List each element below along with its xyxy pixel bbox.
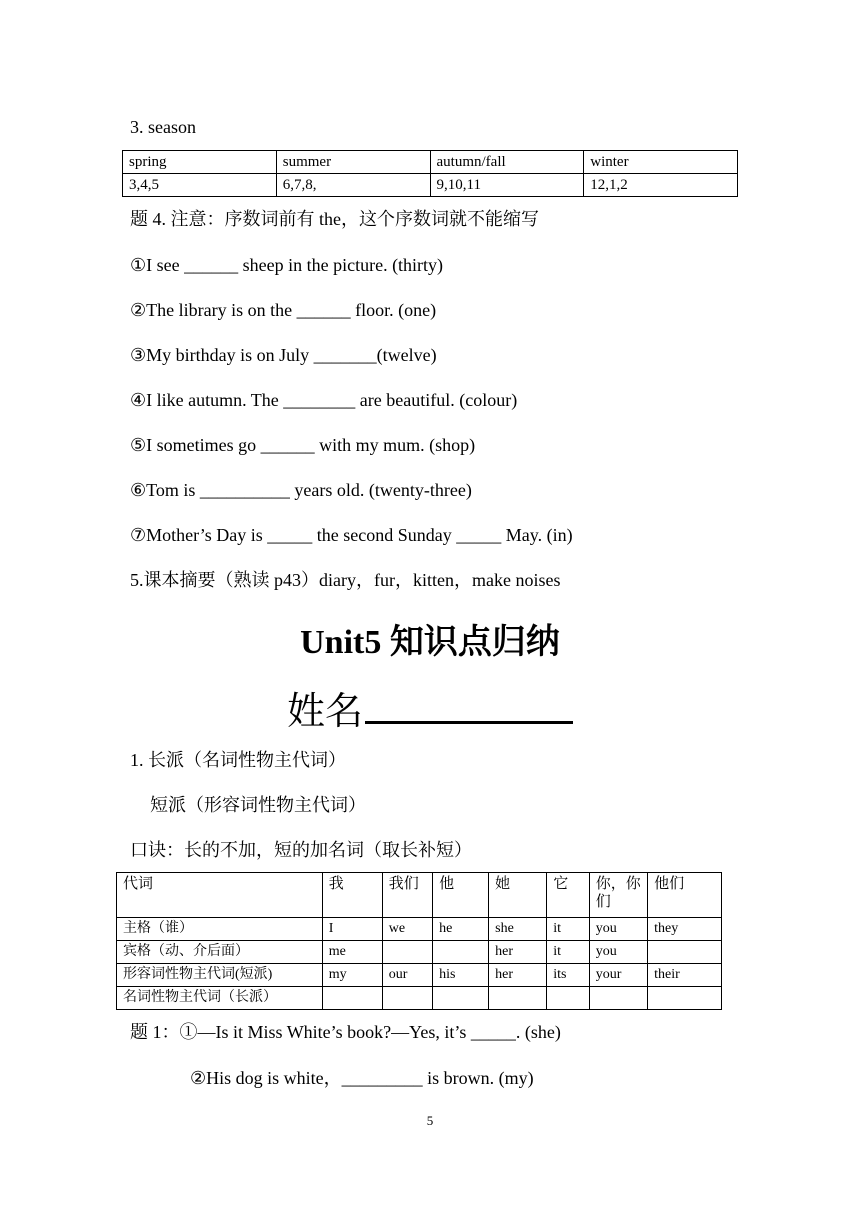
header-cell: 它 [547,873,589,918]
rule-line-2: 短派（形容词性物主代词） [150,795,366,815]
header-cell: 我 [322,873,382,918]
header-cell: 代词 [117,873,323,918]
table-cell: we [382,918,432,941]
question-1-item-1: 题 1：①—Is it Miss White’s book?—Yes, it’s _____. (she) [130,1022,561,1042]
exercise-item: ③My birthday is on July _______(twelve) [130,345,437,365]
table-cell: she [489,918,547,941]
pronoun-table [116,872,722,1010]
months-cell: 12,1,2 [584,174,738,197]
months-cell: 9,10,11 [430,174,584,197]
name-blank [365,687,573,724]
table-cell: her [489,964,547,987]
table-cell [589,987,647,1010]
section-5-summary: 5.课本摘要（熟读 p43）diary，fur，kitten，make noises [130,570,561,590]
row-label: 宾格（动、介后面） [117,941,323,964]
table-cell [382,941,432,964]
table-cell: me [322,941,382,964]
table-cell: their [648,964,722,987]
name-field [0,680,860,735]
table-cell: its [547,964,589,987]
question-1-item-2: ②His dog is white，_________ is brown. (my) [190,1068,534,1088]
table-cell [433,941,489,964]
header-cell: 他 [433,873,489,918]
table-row [123,174,738,197]
table-cell: I [322,918,382,941]
row-label: 形容词性物主代词(短派) [117,964,323,987]
table-cell: it [547,918,589,941]
table-cell [547,987,589,1010]
table-header-row [117,873,722,918]
table-cell: your [589,964,647,987]
table-row [117,941,722,964]
table-cell [382,987,432,1010]
table-cell: his [433,964,489,987]
season-cell: spring [123,151,277,174]
row-label: 主格（谁） [117,918,323,941]
header-cell: 我们 [382,873,432,918]
question-4-heading: 题 4. 注意：序数词前有 the，这个序数词就不能缩写 [130,209,539,229]
table-cell: her [489,941,547,964]
season-cell: winter [584,151,738,174]
months-cell: 6,7,8, [276,174,430,197]
name-label: 姓名 [286,691,363,733]
page-number: 5 [426,1113,434,1128]
table-cell [322,987,382,1010]
table-cell [648,941,722,964]
table-row [117,918,722,941]
table-cell [433,987,489,1010]
rule-line-1: 1. 长派（名词性物主代词） [130,750,346,770]
table-cell: it [547,941,589,964]
table-row [117,987,722,1010]
exercise-item: ⑦Mother’s Day is _____ the second Sunday _____ May. (in) [130,525,573,545]
table-cell: you [589,918,647,941]
header-cell: 你，你们 [589,873,647,918]
section-3-heading: 3. season [130,117,196,137]
exercise-item: ⑤I sometimes go ______ with my mum. (shop) [130,435,476,455]
unit-title: Unit5 知识点归纳 [300,624,560,661]
header-cell: 他们 [648,873,722,918]
season-cell: summer [276,151,430,174]
table-cell: my [322,964,382,987]
table-cell: he [433,918,489,941]
table-cell: our [382,964,432,987]
months-cell: 3,4,5 [123,174,277,197]
header-cell: 她 [489,873,547,918]
season-cell: autumn/fall [430,151,584,174]
season-table [122,150,738,197]
table-cell [489,987,547,1010]
exercise-item: ⑥Tom is __________ years old. (twenty-three) [130,480,472,500]
table-cell: they [648,918,722,941]
exercise-item: ②The library is on the ______ floor. (one) [130,300,437,320]
row-label: 名词性物主代词（长派） [117,987,323,1010]
table-cell [648,987,722,1010]
table-cell: you [589,941,647,964]
rule-mnemonic: 口诀：长的不加，短的加名词（取长补短） [130,840,472,860]
table-row [123,151,738,174]
exercise-item: ①I see ______ sheep in the picture. (thirty) [130,255,444,275]
table-row [117,964,722,987]
exercise-item: ④I like autumn. The ________ are beautiful. (colour) [130,390,518,410]
